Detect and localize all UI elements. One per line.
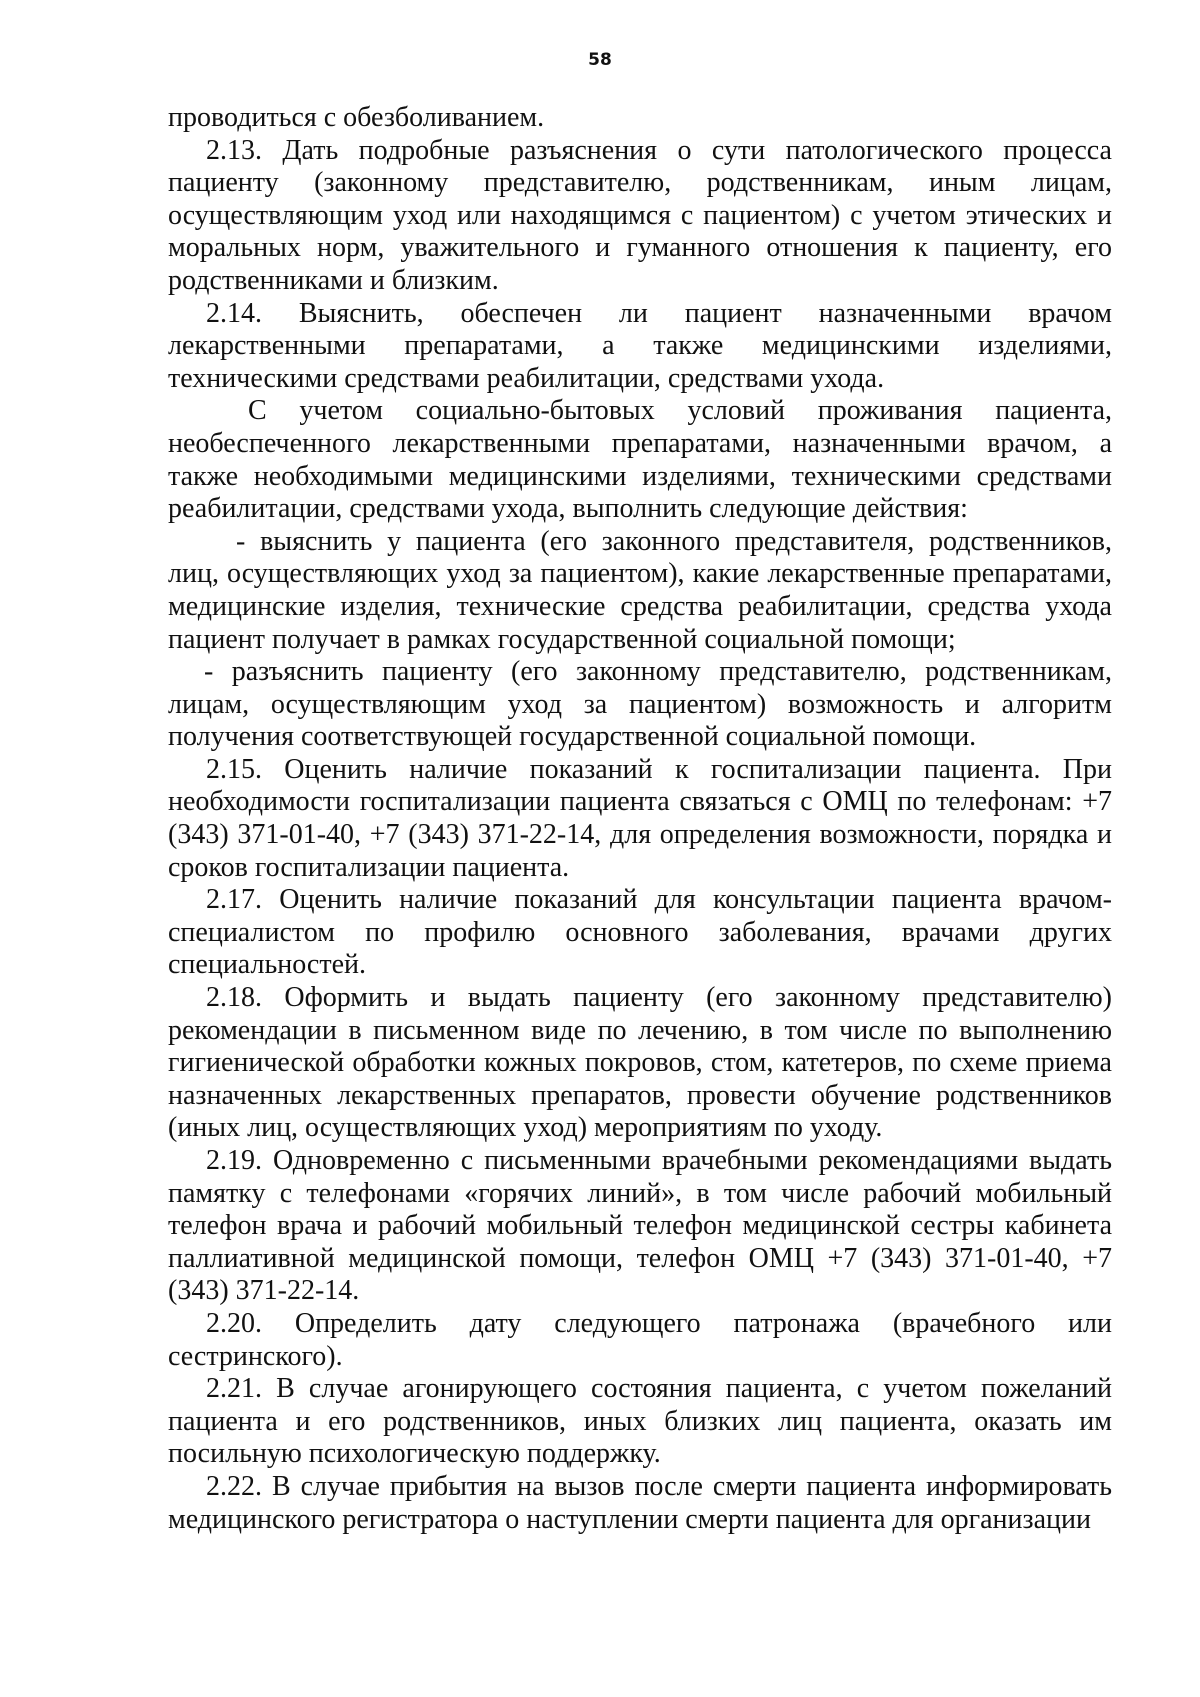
paragraph-2-17: 2.17. Оценить наличие показаний для консультации пациента врачом-специалистом по профилю основного заболевания, врачами других специальностей. <box>168 884 1112 981</box>
paragraph-2-13: 2.13. Дать подробные разъяснения о сути патологического процесса пациенту (законному представителю, родственникам, иным лицам, осуществляющим уход или находящимся с пациентом) с учетом этических и моральных норм, уважительного и гуманного отношения к пациенту, его родственниками и близким. <box>168 134 1112 296</box>
paragraph-dash-clarify: - выяснить у пациента (его законного представителя, родственников, лиц, осуществляющих уход за пациентом), какие лекарственные препаратами, медицинские изделия, технические средства реабилитации, средства ухода пациент получает в рамках государственной социальной помощи; <box>168 525 1112 655</box>
paragraph-social-conditions: С учетом социально-бытовых условий проживания пациента, необеспеченного лекарственными препаратами, назначенными врачом, а также необходимыми медицинскими изделиями, техническими средствами реабилитации, средствами ухода, выполнить следующие действия: <box>168 395 1112 525</box>
document-body <box>168 102 1112 1536</box>
paragraph-2-18: 2.18. Оформить и выдать пациенту (его законному представителю) рекомендации в письменном виде по лечению, в том числе по выполнению гигиенической обработки кожных покровов, стом, катетеров, по схеме приема назначенных лекарственных препаратов, провести обучение родственников (иных лиц, осуществляющих уход) мероприятиям по уходу. <box>168 982 1112 1144</box>
paragraph-2-19: 2.19. Одновременно с письменными врачебными рекомендациями выдать памятку с телефонами «горячих линий», в том числе рабочий мобильный телефон врача и рабочий мобильный телефон медицинской сестры кабинета паллиативной медицинской помощи, телефон ОМЦ +7 (343) 371-01-40, +7 (343) 371-22-14. <box>168 1145 1112 1307</box>
paragraph-2-21: 2.21. В случае агонирующего состояния пациента, с учетом пожеланий пациента и его родственников, иных близких лиц пациента, оказать им посильную психологическую поддержку. <box>168 1373 1112 1470</box>
page-number: 58 <box>588 50 612 70</box>
paragraph-2-14: 2.14. Выяснить, обеспечен ли пациент назначенными врачом лекарственными препаратами, а также медицинскими изделиями, техническими средствами реабилитации, средствами ухода. <box>168 297 1112 394</box>
paragraph-2-15: 2.15. Оценить наличие показаний к госпитализации пациента. При необходимости госпитализации пациента связаться с ОМЦ по телефонам: +7 (343) 371-01-40, +7 (343) 371-22-14, для определения возможности, порядка и сроков госпитализации пациента. <box>168 753 1112 883</box>
paragraph-2-20: 2.20. Определить дату следующего патронажа (врачебного или сестринского). <box>168 1307 1112 1372</box>
paragraph-2-22: 2.22. В случае прибытия на вызов после смерти пациента информировать медицинского регистратора о наступлении смерти пациента для организации <box>168 1470 1112 1535</box>
paragraph-dash-explain: - разъяснить пациенту (его законному представителю, родственникам, лицам, осуществляющим уход за пациентом) возможность и алгоритм получения соответствующей государственной социальной помощи. <box>168 656 1112 753</box>
paragraph-continuation: проводиться с обезболиванием. <box>168 102 545 133</box>
